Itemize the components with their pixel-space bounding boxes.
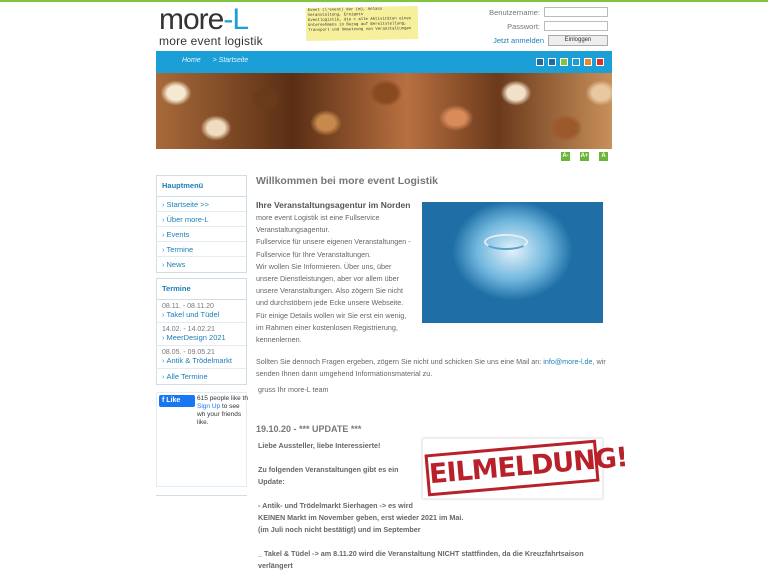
layout-icon[interactable] — [536, 58, 544, 66]
color-blue-icon[interactable] — [572, 58, 580, 66]
all-termine-link[interactable]: › Alle Termine — [157, 369, 246, 384]
bubbles-image — [422, 202, 603, 323]
definition-note: Event (l'event) der (m), Anlass Veranstaltung, Ereignis Eventlogistik, die = alle Aktivitäten eines Unternehmens in Bezug auf Bereitstellung, Transport und Umsetzung von Veranstaltungen — [306, 6, 419, 41]
facebook-widget — [156, 392, 247, 487]
eilmeldung-image — [422, 438, 629, 499]
username-label: Benutzername: — [489, 7, 540, 17]
menu-item-ueber[interactable]: › Über more-L — [157, 212, 246, 227]
font-decrease-icon[interactable]: A- — [562, 153, 569, 159]
color-red-icon[interactable] — [596, 58, 604, 66]
contact-text: Sollten Sie dennoch Fragen ergeben, zögern Sie nicht und schicken Sie uns eine Mail an: info@more-l.de, wir senden Ihnen dann umgehend Informationsmaterial zu. — [256, 357, 606, 378]
main-menu-title: Hauptmenü — [157, 176, 246, 197]
logo-wordmark: more-L — [159, 3, 249, 36]
theme-switcher — [536, 58, 604, 66]
termin-link[interactable]: › Takel und Tüdel — [162, 310, 241, 319]
menu-item-termine[interactable]: › Termine — [157, 242, 246, 257]
top-accent-line — [0, 0, 768, 2]
main-menu — [156, 175, 247, 273]
termin-link[interactable]: › MeerDesign 2021 — [162, 333, 241, 342]
password-label: Passwort: — [507, 21, 540, 31]
stamp-text: EILMELDUNG! — [424, 440, 599, 497]
breadcrumb — [182, 57, 258, 64]
page-title-wrap — [256, 175, 606, 187]
section-subtitle: Ihre Veranstaltungsagentur im Norden — [256, 200, 411, 210]
termin-link[interactable]: › Antik & Trödelmarkt — [162, 356, 241, 365]
breadcrumb-current: > Startseite — [212, 57, 249, 64]
sidebar-divider — [156, 495, 247, 496]
logo-tagline: more event logistik — [159, 34, 263, 48]
username-input[interactable] — [544, 7, 608, 17]
login-form — [478, 7, 608, 49]
termine-title: Termine — [157, 279, 246, 300]
update-title: 19.10.20 - *** UPDATE *** — [256, 424, 362, 434]
site-logo[interactable] — [159, 3, 279, 48]
layout-wide-icon[interactable] — [548, 58, 556, 66]
font-increase-icon[interactable]: A+ — [580, 153, 589, 159]
page-title: Willkommen bei more event Logistik — [256, 175, 438, 187]
termin-date: 08.11. - 08.11.20 — [162, 303, 214, 310]
facebook-icon: f — [162, 397, 165, 404]
password-input[interactable] — [544, 21, 608, 31]
header-banner-image — [156, 73, 612, 149]
greeting-text: gruss Ihr more-L team — [258, 385, 329, 394]
menu-item-startseite[interactable]: › Startseite >> — [157, 197, 246, 212]
menu-item-events[interactable]: › Events — [157, 227, 246, 242]
email-link[interactable]: info@more-l.de — [543, 357, 593, 366]
update-intro: Liebe Aussteller, liebe Interessierte! Zu folgenden Veranstaltungen gibt es ein Update: — [258, 441, 399, 486]
intro-text: more event Logistik ist eine Fullservice Veranstaltungsagentur. Fullservice für unsere eigenen Veranstaltungen - Fullservice für Ihre Veranstaltungen. Wir wollen Sie Informieren. Über uns, über unsere Dienstleistungen, aber vor allem über unsere Veranstaltungen. Also zögern Sie nicht und durchstöbern jede Ecke unsere Webseite. Für einige Details wollen wir Sie erst ein wenig, im Rahmen einer kostenlosen Registrierung, kennenlernen. — [256, 213, 411, 345]
facebook-like-text: 615 people like th Sign Up to see wh your friends like. — [197, 395, 248, 426]
font-size-controls — [561, 152, 608, 161]
breadcrumb-home[interactable]: Home — [182, 57, 201, 64]
termine-box — [156, 278, 247, 385]
termin-item[interactable] — [157, 323, 246, 346]
color-green-icon[interactable] — [560, 58, 568, 66]
breadcrumb-bar — [156, 51, 612, 73]
termin-date: 14.02. - 14.02.21 — [162, 326, 215, 333]
termin-item[interactable] — [157, 300, 246, 323]
menu-item-news[interactable]: › News — [157, 257, 246, 272]
color-orange-icon[interactable] — [584, 58, 592, 66]
termin-item[interactable] — [157, 346, 246, 369]
update-details: - Antik- und Trödelmarkt Sierhagen -> es wird KEINEN Markt im November geben, erst wieder 2021 im Mai. (im Juli noch nicht bestätigt) und im September _ Takel & Tüdel -> am 8.11.20 wird die Veranstaltung NICHT stattfinden, da die Kreuzfahrtsaison verlängert — [258, 501, 584, 570]
facebook-signup-link[interactable]: Sign Up — [197, 403, 221, 410]
login-button[interactable]: Einloggen — [548, 35, 608, 46]
font-reset-icon[interactable]: A — [599, 152, 608, 161]
register-link[interactable]: Jetzt anmelden — [493, 35, 544, 45]
water-ring — [484, 234, 528, 250]
facebook-like-button[interactable]: f Like — [159, 395, 195, 407]
termin-date: 08.05. - 09.05.21 — [162, 349, 215, 356]
